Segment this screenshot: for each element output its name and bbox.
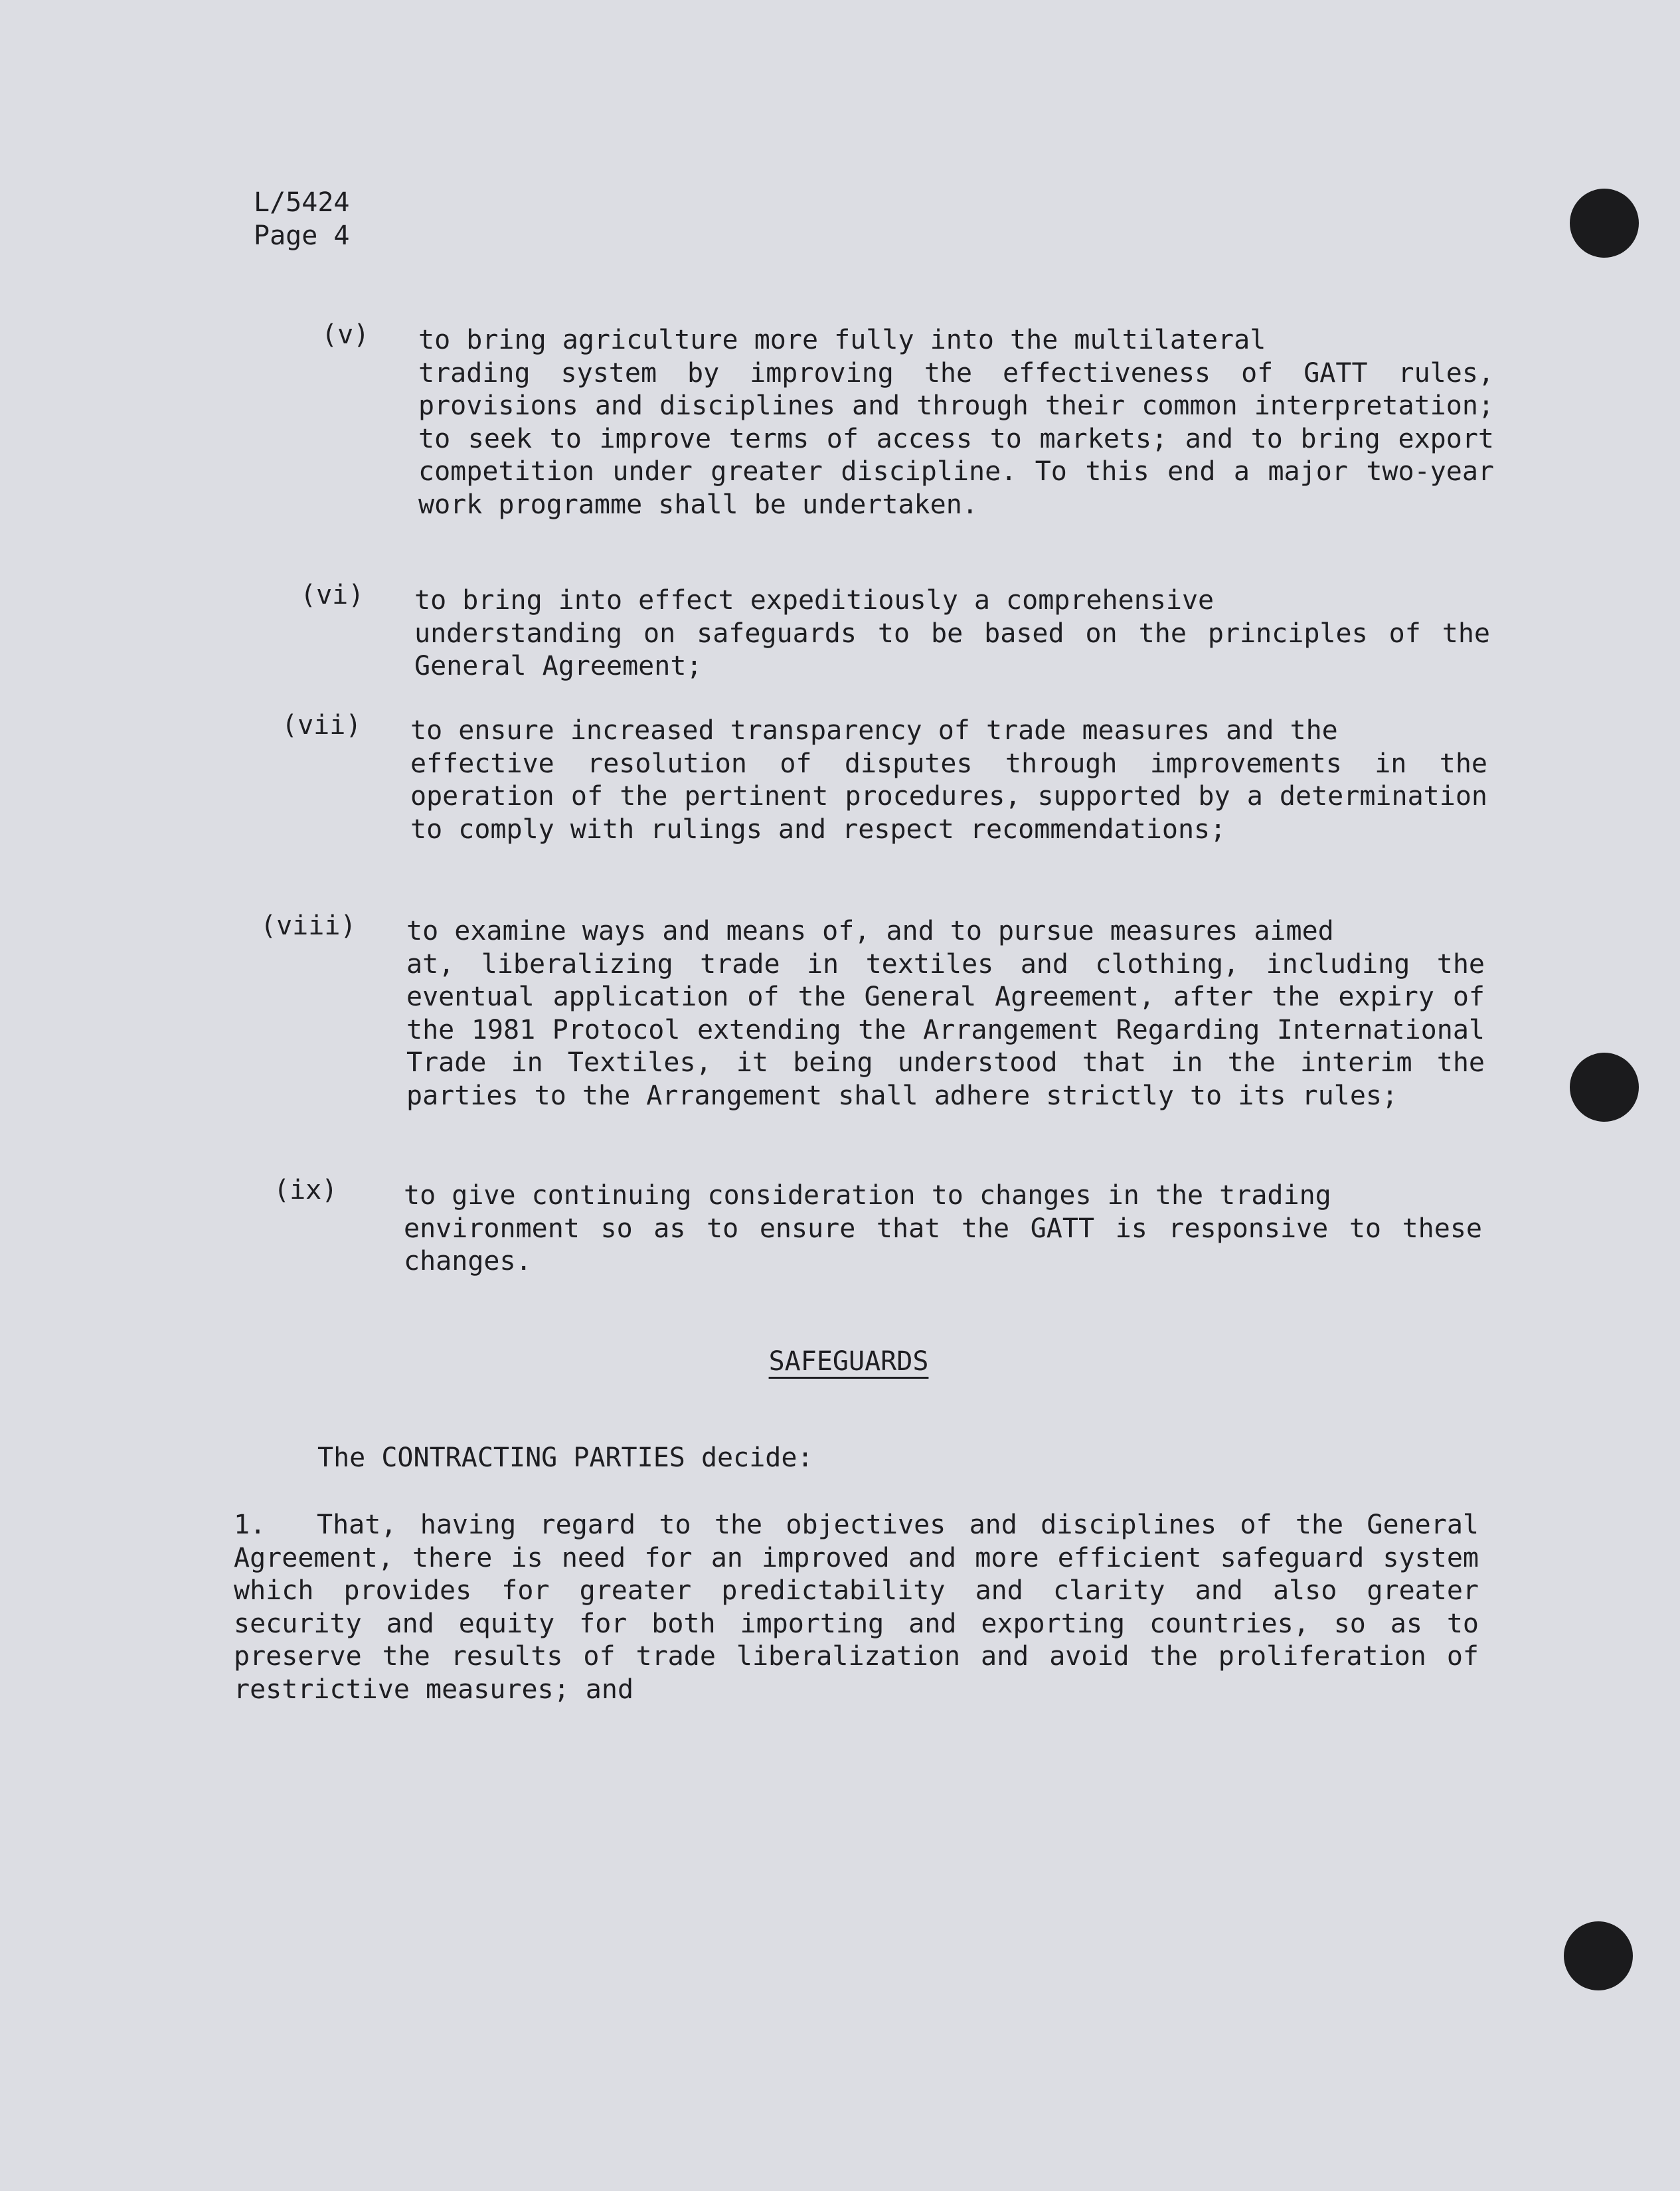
item-continuation: at, liberalizing trade in textiles and clothing, including the eventual application of the General Agreement, after the expiry of the 1981 Protocol extending the Arrangement Regarding International Trade in Textiles, it being understood that in the interim the parties to the Arrangement shall adhere strictly to its rules; xyxy=(406,948,1485,1111)
section-heading-text: SAFEGUARDS xyxy=(768,1346,929,1377)
item-continuation: trading system by improving the effectiveness of GATT rules, provisions and disciplines and through their common interpretation; to seek to improve terms of access to markets; and to bring export competition under greater discipline. To this end a major two-year work programme shall be undertaken. xyxy=(418,357,1494,520)
punch-hole-bottom xyxy=(1564,1921,1633,1990)
paragraph-text: That, having regard to the objectives and disciplines of the General Agreement, there is need for an improved and more efficient safeguard system which provides for greater predictability and clarity and also greater security and equity for both importing and exporting countries, so as to preserve the results of trade liberalization and avoid the proliferation of restrictive measures; and xyxy=(234,1510,1479,1705)
punch-hole-top xyxy=(1570,189,1639,258)
item-first-line: to bring into effect expeditiously a comprehensive xyxy=(414,585,1215,616)
list-item xyxy=(0,319,1680,558)
list-item xyxy=(0,579,1680,685)
item-text xyxy=(418,324,1494,521)
item-text xyxy=(414,584,1490,683)
item-first-line: to give continuing consideration to changes in the trading xyxy=(404,1180,1331,1211)
item-first-line: to ensure increased transparency of trade measures and the xyxy=(410,715,1338,746)
document-reference: L/5424 xyxy=(254,187,350,218)
numbered-paragraph xyxy=(234,1509,1479,1706)
section-intro: The CONTRACTING PARTIES decide: xyxy=(317,1443,813,1473)
item-first-line: to examine ways and means of, and to pursue measures aimed xyxy=(406,916,1334,946)
item-number: (vii) xyxy=(282,710,362,741)
item-text xyxy=(410,715,1487,846)
item-text xyxy=(406,915,1485,1112)
paragraph-number: 1. xyxy=(234,1510,266,1540)
item-number: (ix) xyxy=(274,1175,338,1205)
item-text xyxy=(404,1180,1482,1278)
page-number: Page 4 xyxy=(254,220,350,251)
list-item xyxy=(0,1174,1680,1280)
list-item xyxy=(0,709,1680,882)
item-number: (viii) xyxy=(260,911,357,941)
section-heading xyxy=(0,1345,1680,1378)
item-continuation: effective resolution of disputes through improvements in the operation of the pertinent procedures, supported by a determination to comply with rulings and respect recommendations; xyxy=(410,748,1487,845)
item-continuation: understanding on safeguards to be based on the principles of the General Agreement; xyxy=(414,618,1490,681)
item-first-line: to bring agriculture more fully into the multilateral xyxy=(418,325,1266,355)
item-number: (v) xyxy=(321,319,370,350)
item-continuation: environment so as to ensure that the GATT is responsive to these changes. xyxy=(404,1213,1482,1276)
item-number: (vi) xyxy=(300,580,365,610)
list-item xyxy=(0,910,1680,1149)
